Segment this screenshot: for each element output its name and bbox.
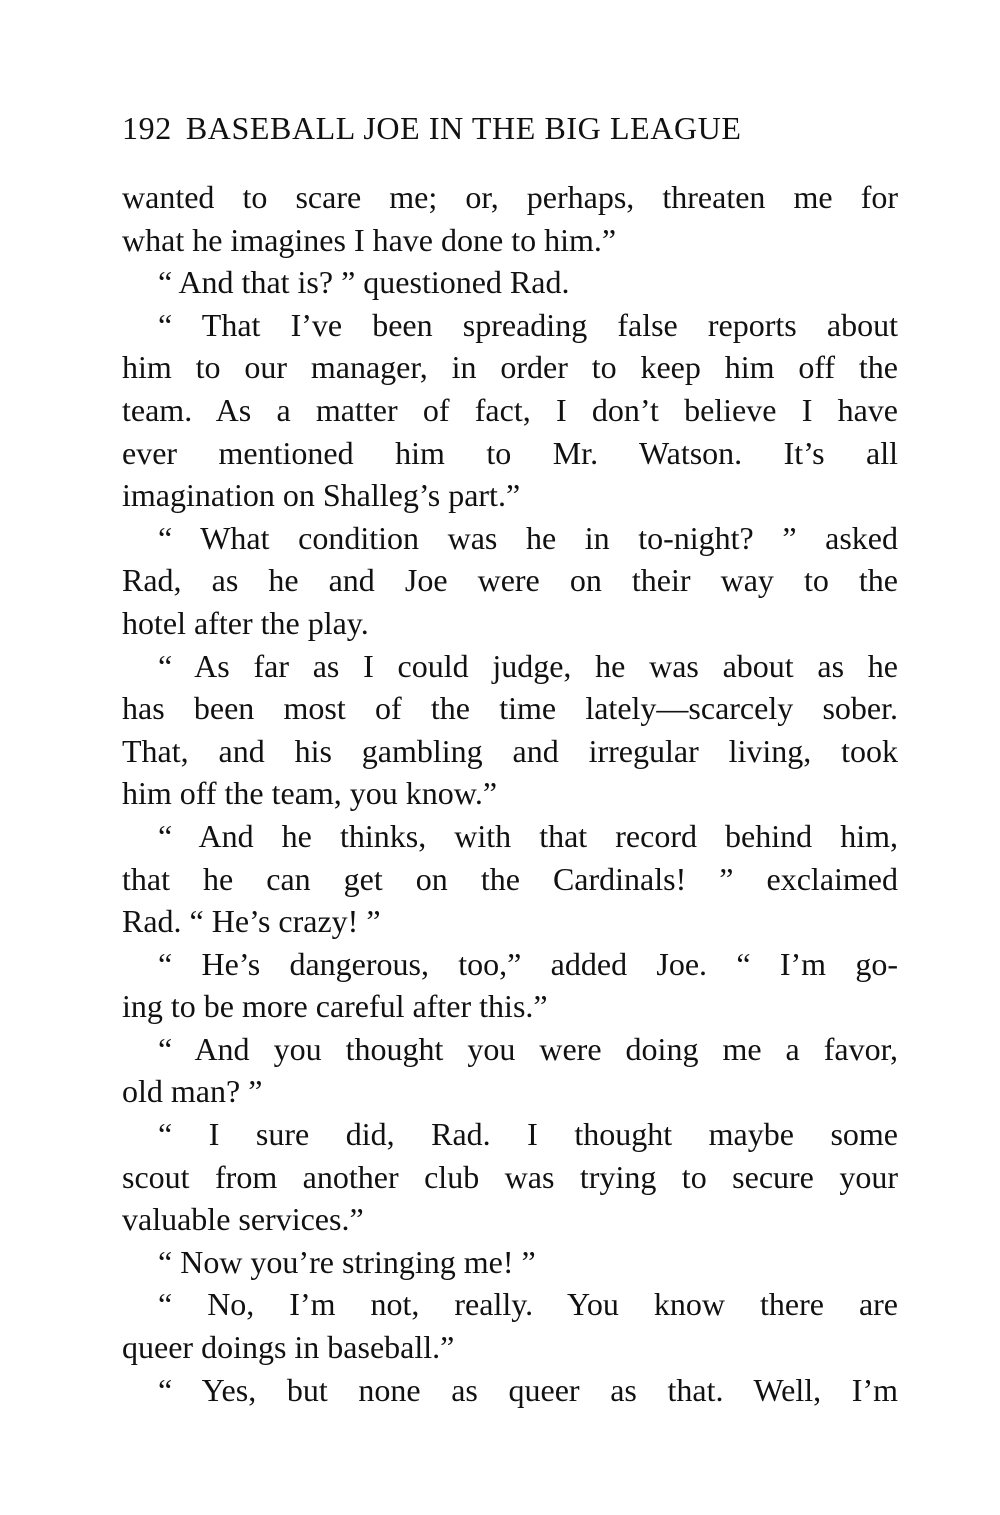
text-line: valuable services.” [122, 1201, 364, 1238]
text-line: “ I sure did, Rad. I thought maybe some [158, 1116, 898, 1153]
text-line: has been most of the time lately—scarcely sober. [122, 690, 898, 727]
text-line: “ That I’ve been spreading false reports about [158, 306, 898, 343]
text-line: Rad, as he and Joe were on their way to the [122, 562, 898, 599]
text-line: “ He’s dangerous, too,” added Joe. “ I’m go- [158, 945, 898, 982]
body-text [122, 176, 898, 1411]
text-line: “ Yes, but none as queer as that. Well, I’m [158, 1371, 898, 1408]
text-line: what he imagines I have done to him.” [122, 221, 617, 258]
text-line: ever mentioned him to Mr. Watson. It’s all [122, 434, 898, 471]
text-line: “ And you thought you were doing me a favor, [158, 1030, 898, 1067]
text-line: team. As a matter of fact, I don’t believe I have [122, 391, 898, 428]
text-line: him off the team, you know.” [122, 775, 498, 812]
text-line: that he can get on the Cardinals! ” exclaimed [122, 860, 898, 897]
text-line: imagination on Shalleg’s part.” [122, 477, 521, 514]
text-line: scout from another club was trying to secure your [122, 1158, 898, 1195]
text-line: hotel after the play. [122, 604, 369, 641]
text-line: wanted to scare me; or, perhaps, threaten me for [122, 179, 898, 215]
text-line: “ No, I’m not, really. You know there are [158, 1286, 898, 1323]
text-line: “ And that is? ” questioned Rad. [158, 264, 570, 301]
running-title: BASEBALL JOE IN THE BIG LEAGUE [185, 110, 742, 146]
text-line: ing to be more careful after this.” [122, 988, 548, 1025]
text-line: “ What condition was he in to-night? ” asked [158, 519, 898, 556]
page-number: 192 [122, 110, 172, 146]
text-line: old man? ” [122, 1073, 263, 1110]
text-line: queer doings in baseball.” [122, 1329, 455, 1366]
text-line: “ Now you’re stringing me! ” [158, 1243, 536, 1280]
text-line: him to our manager, in order to keep him off the [122, 349, 898, 386]
text-line: “ As far as I could judge, he was about as he [158, 647, 898, 684]
text-line: “ And he thinks, with that record behind him, [158, 817, 898, 854]
text-line: Rad. “ He’s crazy! ” [122, 903, 381, 940]
text-line: That, and his gambling and irregular living, took [122, 732, 898, 769]
running-header [122, 106, 904, 150]
